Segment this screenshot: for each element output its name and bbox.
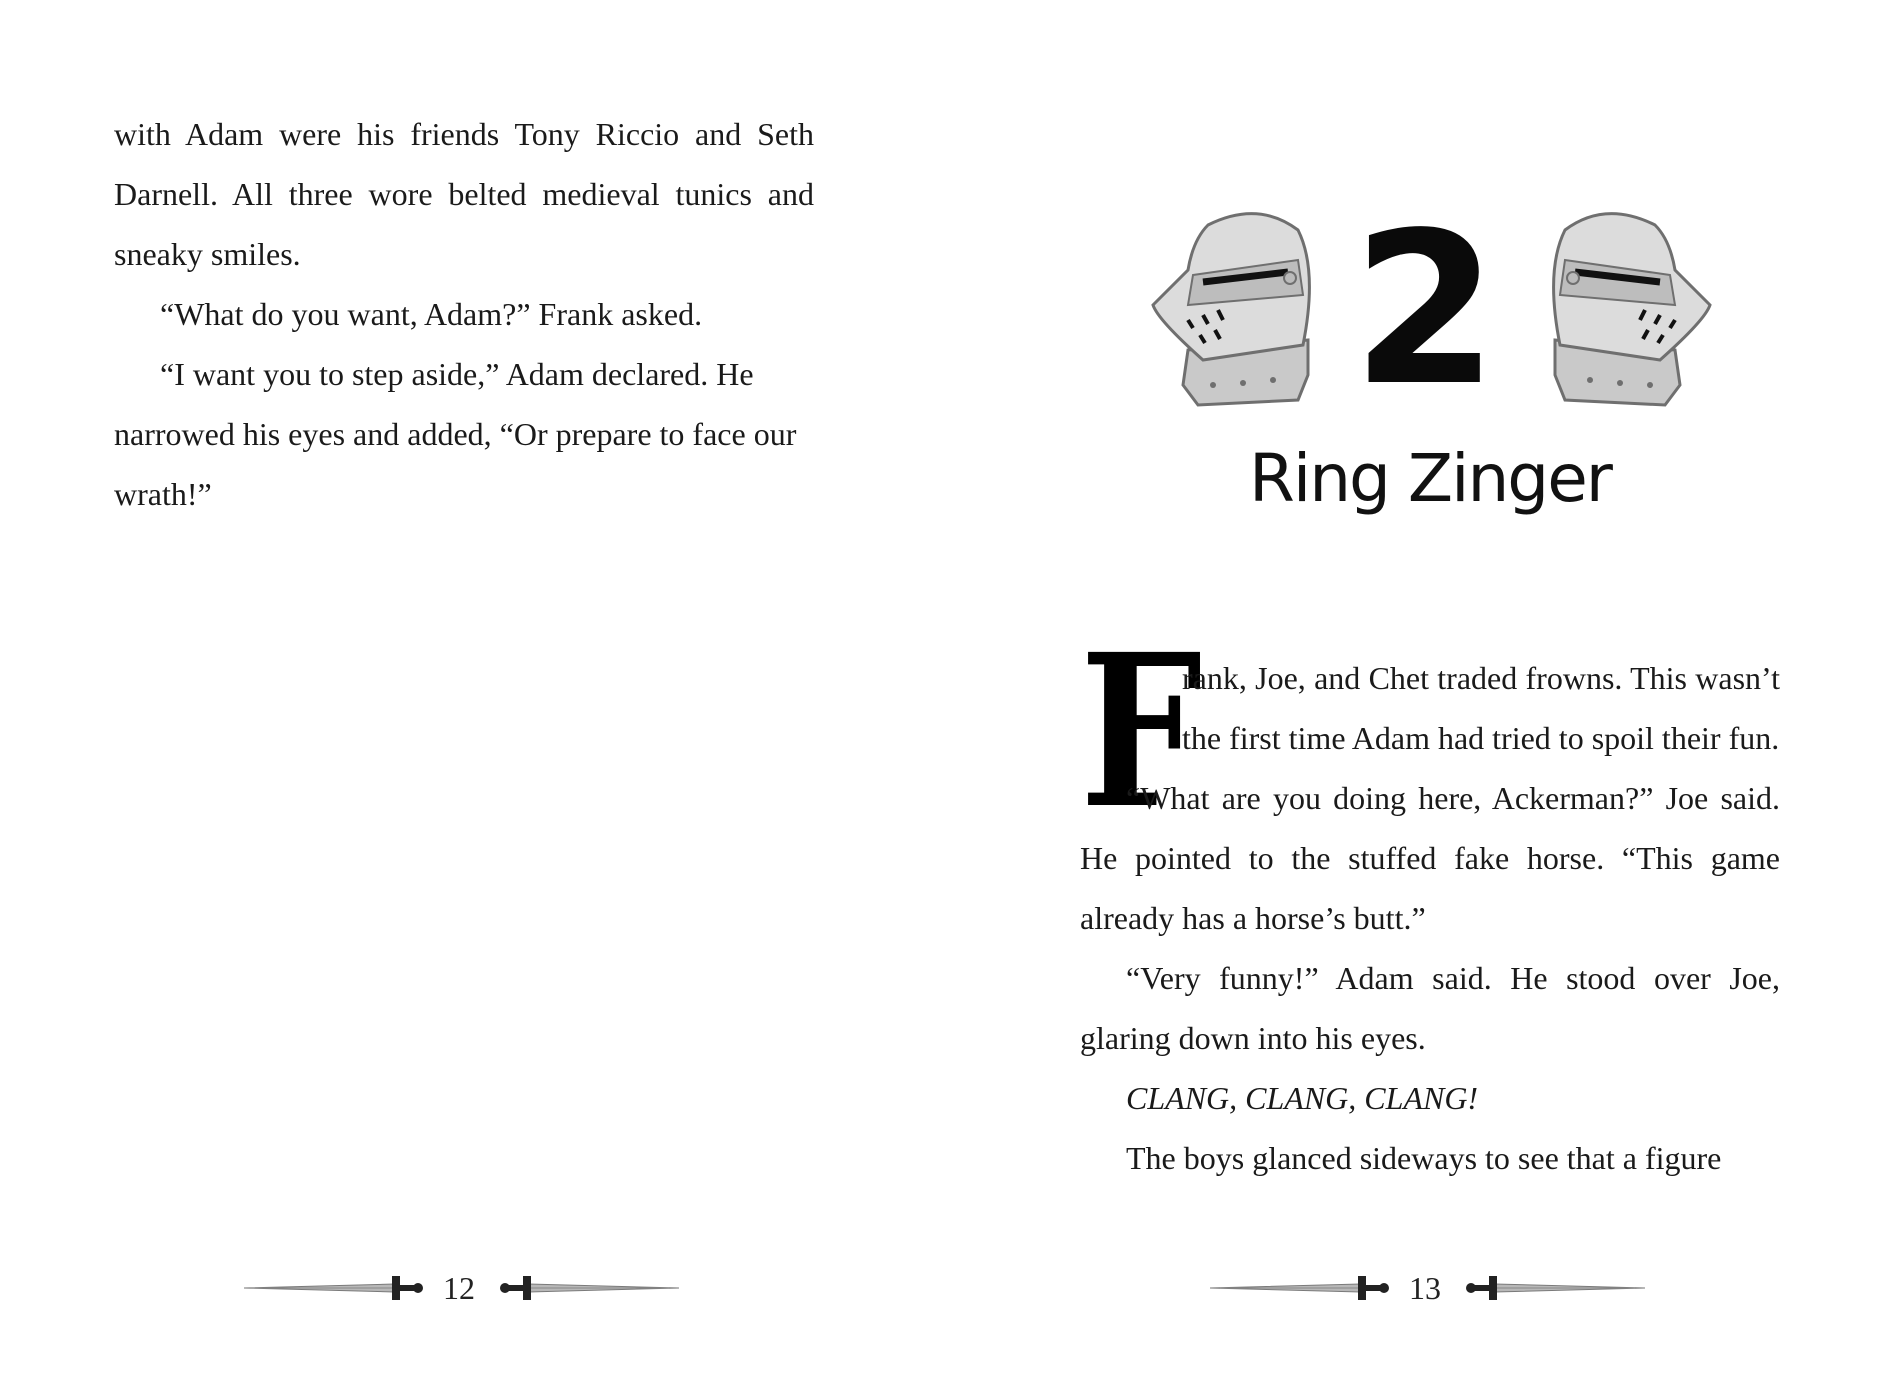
sword-icon	[1465, 1276, 1645, 1300]
paragraph: “I want you to step aside,” Adam declared. He narrowed his eyes and added, “Or prepare to face our wrath!”	[114, 356, 797, 512]
chapter-title: Ring Zinger	[1249, 440, 1611, 517]
sword-icon	[244, 1276, 424, 1300]
paragraph: “What are you doing here, Ackerman?” Joe said. He pointed to the stuffed fake horse. “This game already has a horse’s butt.”	[1080, 780, 1780, 936]
page-number-footer-left	[244, 1268, 674, 1308]
sound-effect: CLANG, CLANG, CLANG!	[1126, 1080, 1479, 1116]
sword-icon	[499, 1276, 679, 1300]
page-number-footer-right	[1210, 1268, 1640, 1308]
paragraph: The boys glanced sideways to see that a figure	[1126, 1140, 1722, 1176]
chapter-number: 2	[1351, 187, 1499, 432]
paragraph: “What do you want, Adam?” Frank asked.	[160, 296, 703, 332]
page-number: 13	[1409, 1270, 1441, 1306]
right-page-text	[1080, 608, 1780, 1188]
drop-cap: F	[1080, 608, 1203, 855]
paragraph: with Adam were his friends Tony Riccio and Seth Darnell. All three wore belted medieval tunics and sneaky smiles.	[114, 116, 814, 272]
first-paragraph: rank, Joe, and Chet traded frowns. This wasn’t the first time Adam had tried to spoil their fun.	[1182, 660, 1780, 756]
paragraph: “Very funny!” Adam said. He stood over Joe, glaring down into his eyes.	[1080, 960, 1780, 1056]
chapter-heading	[1140, 187, 1720, 540]
knight-helmet-icon	[1540, 200, 1715, 415]
sword-icon	[1210, 1276, 1390, 1300]
left-page-text	[114, 104, 814, 524]
knight-helmet-icon	[1148, 200, 1323, 415]
page-number: 12	[443, 1270, 475, 1306]
